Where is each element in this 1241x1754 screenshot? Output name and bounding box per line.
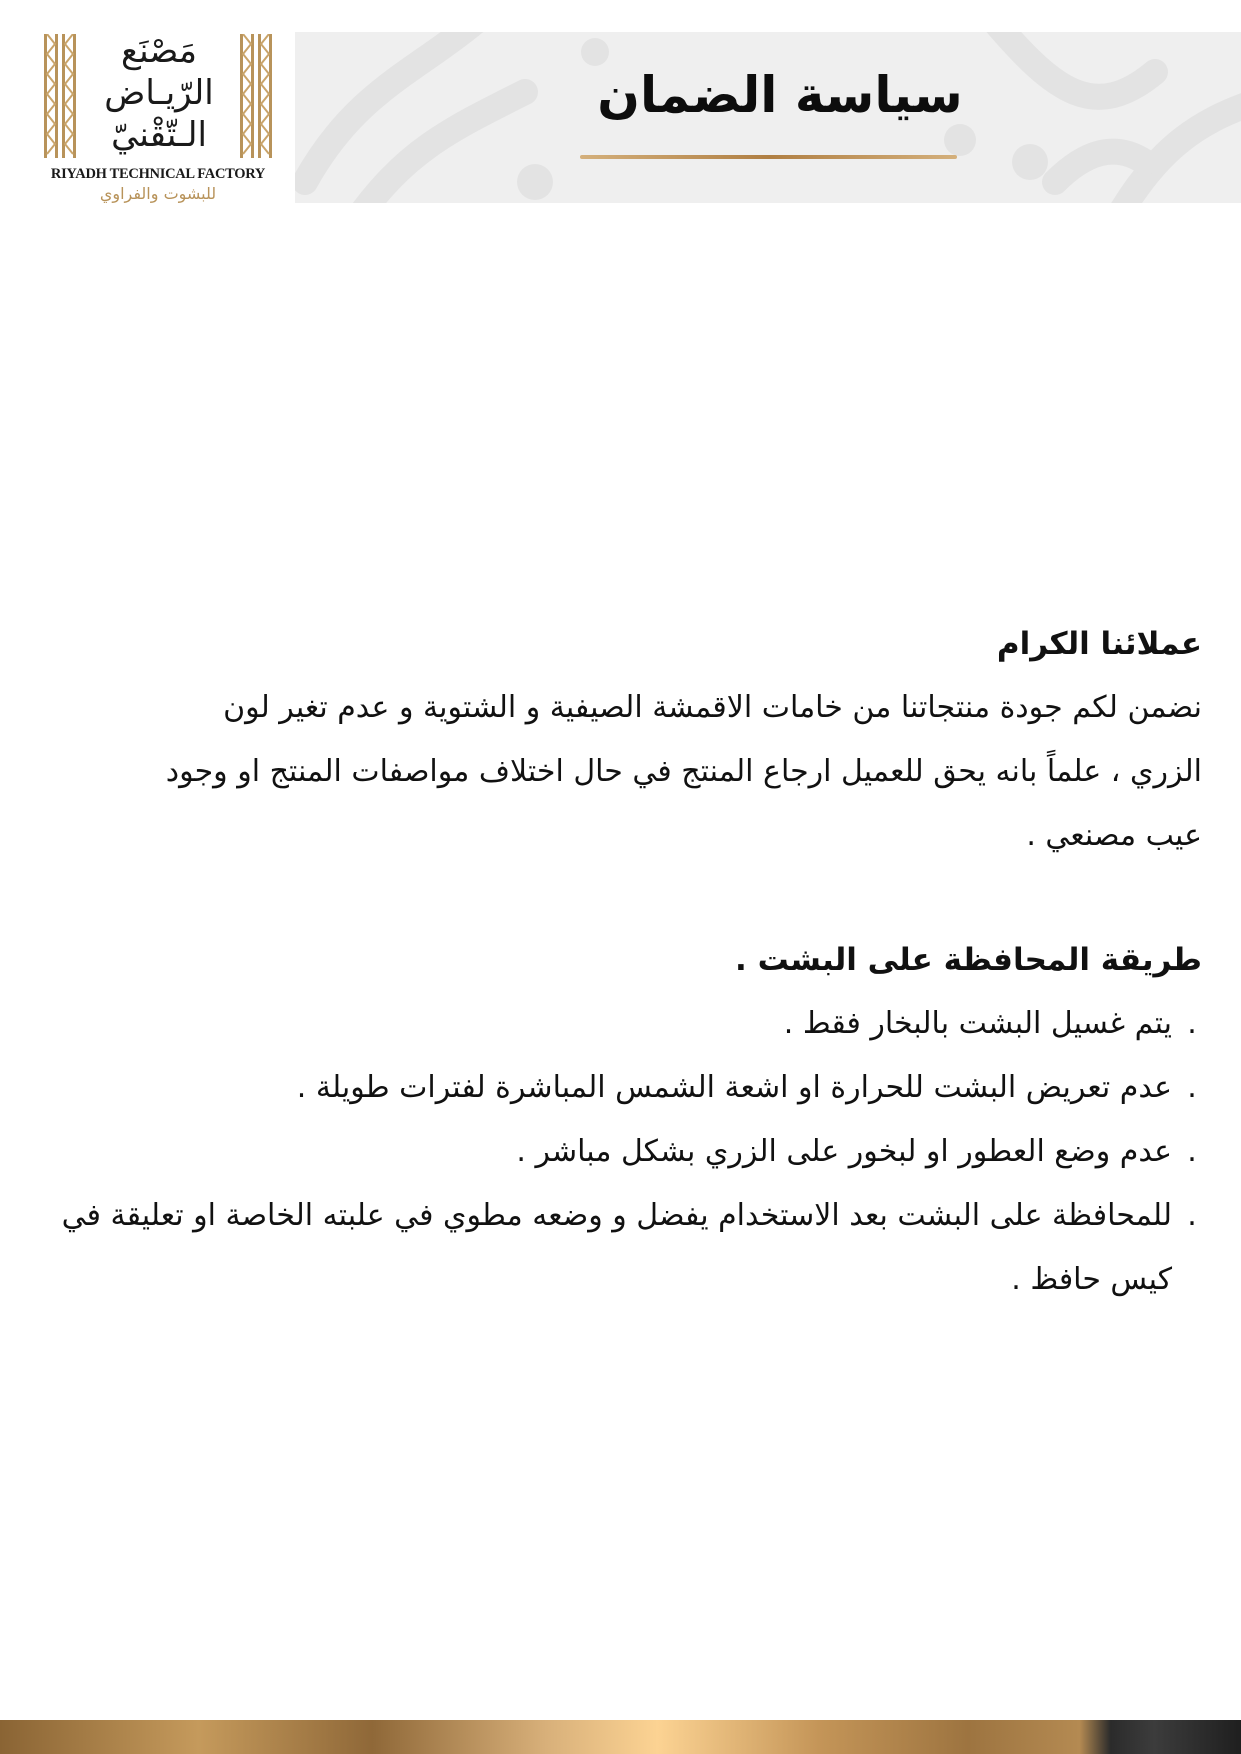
list-item	[34, 992, 1197, 1056]
warranty-paragraph-line-1: نضمن لكم جودة منتجاتنا من خامات الاقمشة الصيفية و الشتوية و عدم تغير لون	[223, 690, 1202, 725]
care-instructions-list	[34, 992, 1202, 1312]
list-item	[34, 1056, 1197, 1120]
logo-ornament-left-inner	[62, 34, 76, 158]
list-item	[34, 1120, 1197, 1184]
bullet-marker: .	[1187, 1134, 1197, 1169]
logo-line-3: الـتّقْنيّ	[111, 115, 207, 155]
bullet-marker: .	[1187, 1070, 1197, 1105]
logo-ornament-right-inner	[240, 34, 254, 158]
page-title: سياسة الضمان	[597, 66, 963, 124]
footer-gold-bar	[0, 1720, 1241, 1754]
logo-ornament-left-outer	[44, 34, 58, 158]
logo-line-1: مَصْنَع	[120, 31, 198, 71]
logo-line-2: الرّيـاض	[104, 73, 214, 113]
warranty-paragraph-line-3: عيب مصنعي .	[1026, 818, 1202, 853]
greeting-heading: عملائنا الكرام	[996, 626, 1202, 662]
company-logo	[40, 30, 276, 206]
list-item-text: يتم غسيل البشت بالبخار فقط .	[783, 1006, 1172, 1041]
list-item	[34, 1184, 1197, 1312]
bullet-marker: .	[1187, 1006, 1197, 1041]
logo-english-name: RIYADH TECHNICAL FACTORY	[50, 166, 266, 182]
care-heading: طريقة المحافظة على البشت .	[735, 942, 1202, 978]
warranty-content	[34, 612, 1202, 1312]
title-underline	[580, 155, 957, 159]
logo-arabic-name	[84, 30, 234, 156]
logo-arabic-subtitle: للبشوت والفراوي	[99, 184, 217, 203]
list-item-text: عدم تعريض البشت للحرارة او اشعة الشمس المباشرة لفترات طويلة .	[296, 1070, 1172, 1105]
logo-ornament-right-outer	[258, 34, 272, 158]
bullet-marker: .	[1187, 1198, 1197, 1233]
list-item-text: عدم وضع العطور او لبخور على الزري بشكل مباشر .	[516, 1134, 1172, 1169]
warranty-paragraph-line-2: الزري ، علماً بانه يحق للعميل ارجاع المنتج في حال اختلاف مواصفات المنتج او وجود	[165, 754, 1202, 789]
header-banner	[295, 32, 1241, 203]
list-item-text: للمحافظة على البشت بعد الاستخدام يفضل و وضعه مطوي في علبته الخاصة او تعليقة في كيس حافظ .	[61, 1198, 1172, 1297]
